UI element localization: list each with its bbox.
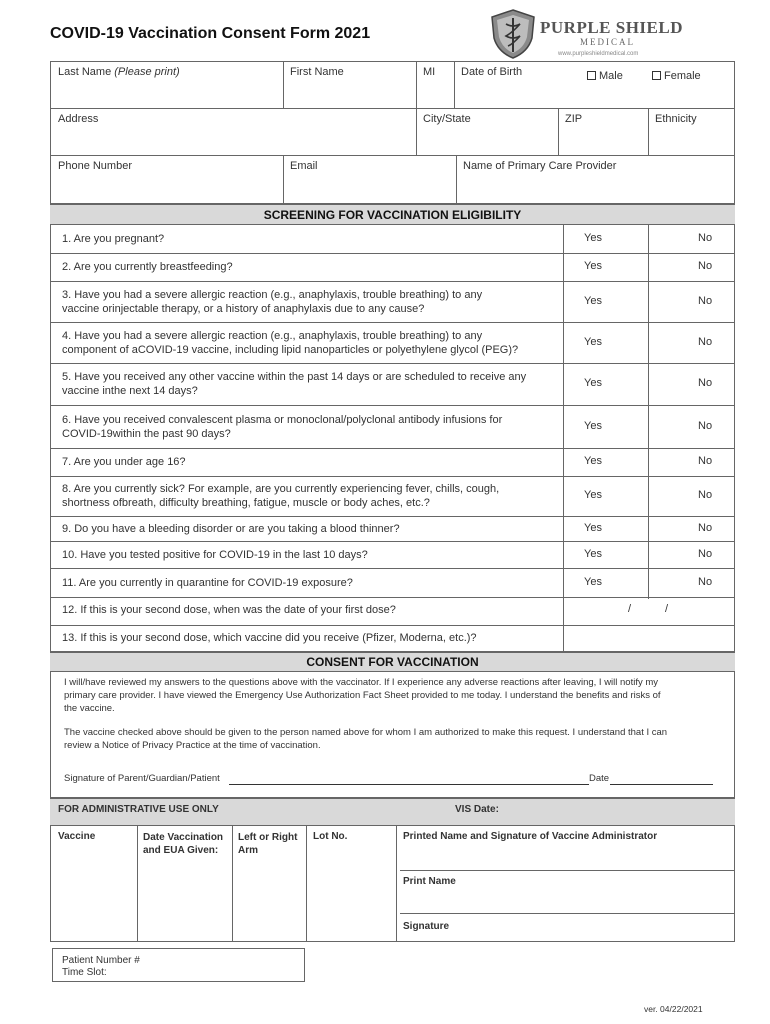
question-text	[62, 455, 186, 469]
divider	[563, 225, 564, 652]
arm-field[interactable]	[238, 831, 297, 857]
divider	[50, 541, 735, 542]
question-line: 7. Are you under age 16?	[62, 456, 186, 468]
date-vaccination-label: Date Vaccination	[143, 832, 224, 843]
patient-number-text	[62, 955, 140, 979]
yes-option[interactable]: Yes	[584, 548, 602, 560]
question-line: 1. Are you pregnant?	[62, 233, 165, 245]
male-label: Male	[599, 70, 623, 82]
consent-text-line: the vaccine.	[64, 703, 115, 714]
pcp-field[interactable]: Name of Primary Care Provider	[463, 160, 617, 172]
vaccine-field[interactable]: Vaccine	[58, 831, 96, 842]
city-state-field[interactable]: City/State	[423, 113, 471, 125]
ethnicity-field[interactable]: Ethnicity	[655, 113, 697, 125]
question-text	[62, 232, 164, 246]
signature-label: Signature of Parent/Guardian/Patient	[64, 773, 220, 784]
no-option[interactable]: No	[698, 455, 713, 467]
no-option[interactable]: No	[698, 377, 713, 389]
no-option[interactable]: No	[698, 260, 713, 272]
divider	[137, 826, 138, 942]
date-separator: /	[665, 603, 669, 615]
question-line: vaccine orinjectable therapy, or a history of anaphylaxis due to any cause?	[62, 303, 425, 315]
company-logo	[488, 8, 688, 60]
lot-number-field[interactable]: Lot No.	[313, 831, 348, 842]
no-option[interactable]: No	[698, 232, 713, 244]
divider	[283, 61, 284, 108]
consent-paragraph-1	[64, 676, 661, 715]
logo-name: PURPLE SHIELD	[540, 18, 683, 37]
phone-field[interactable]: Phone Number	[58, 160, 132, 172]
divider	[50, 363, 735, 364]
first-name-field[interactable]: First Name	[290, 66, 344, 78]
question-line: component of aCOVID-19 vaccine, including lipid nanoparticles or polyethylene glycol (PEG)?	[62, 344, 519, 356]
question-text	[62, 482, 499, 510]
q13-text: 13. If this is your second dose, which vaccine did you receive (Pfizer, Moderna, etc.)?	[62, 632, 477, 644]
divider	[456, 155, 457, 204]
date-vaccination-label: and EUA Given:	[143, 845, 219, 856]
vis-date-field[interactable]: VIS Date:	[455, 804, 499, 815]
male-checkbox[interactable]	[587, 70, 623, 82]
yes-option[interactable]: Yes	[584, 295, 602, 307]
no-option[interactable]: No	[698, 576, 713, 588]
question-line: 11. Are you currently in quarantine for COVID-19 exposure?	[62, 577, 353, 589]
administrator-heading: Printed Name and Signature of Vaccine Administrator	[403, 831, 658, 842]
question-text	[62, 522, 400, 536]
question-line: 3. Have you had a severe allergic reaction (e.g., anaphylaxis, trouble breathing) to any	[62, 289, 483, 301]
female-label: Female	[664, 70, 701, 82]
question-text	[62, 329, 518, 357]
yes-option[interactable]: Yes	[584, 455, 602, 467]
patient-info-box	[50, 61, 735, 204]
time-slot-label: Time Slot:	[62, 967, 107, 978]
yes-option[interactable]: Yes	[584, 377, 602, 389]
last-name-label: Last Name	[58, 66, 112, 78]
divider	[50, 281, 735, 282]
no-option[interactable]: No	[698, 548, 713, 560]
question-line: 2. Are you currently breastfeeding?	[62, 261, 233, 273]
date-line[interactable]	[610, 784, 713, 785]
yes-option[interactable]: Yes	[584, 522, 602, 534]
screening-heading: SCREENING FOR VACCINATION ELIGIBILITY	[50, 204, 735, 225]
consent-text-line: primary care provider. I have viewed the Emergency Use Authorization Fact Sheet provided to me today. I understand the benefits and risks of	[64, 690, 661, 701]
divider	[396, 826, 397, 942]
email-field[interactable]: Email	[290, 160, 318, 172]
arm-label: Arm	[238, 845, 259, 856]
consent-text-line: review a Notice of Privacy Practice at the time of vaccination.	[64, 740, 321, 751]
consent-text-line: I will/have reviewed my answers to the questions above with the vaccinator. If I experience any adverse reactions after leaving, I will notify my	[64, 677, 659, 688]
zip-field[interactable]: ZIP	[565, 113, 583, 125]
question-line: 9. Do you have a bleeding disorder or are you taking a blood thinner?	[62, 523, 400, 535]
consent-paragraph-2	[64, 726, 667, 752]
question-line: 5. Have you received any other vaccine within the past 14 days or are scheduled to receive any	[62, 371, 527, 383]
divider	[50, 597, 735, 598]
yes-option[interactable]: Yes	[584, 232, 602, 244]
form-title: COVID-19 Vaccination Consent Form 2021	[50, 25, 371, 42]
date-vaccination-field[interactable]	[143, 831, 223, 857]
divider	[50, 322, 735, 323]
no-option[interactable]: No	[698, 420, 713, 432]
divider	[454, 61, 455, 108]
no-option[interactable]: No	[698, 489, 713, 501]
question-text	[62, 413, 502, 441]
yes-option[interactable]: Yes	[584, 489, 602, 501]
divider	[50, 108, 735, 109]
question-line: COVID-19within the past 90 days?	[62, 428, 231, 440]
divider	[50, 253, 735, 254]
administrator-signature-field[interactable]: Signature	[403, 921, 450, 932]
divider	[50, 625, 735, 626]
question-text	[62, 370, 526, 398]
divider	[50, 516, 735, 517]
divider	[50, 448, 735, 449]
last-name-note: (Please print)	[114, 66, 180, 78]
female-checkbox[interactable]	[652, 70, 701, 82]
divider	[50, 568, 735, 569]
divider	[50, 155, 735, 156]
no-option[interactable]: No	[698, 522, 713, 534]
consent-text-line: The vaccine checked above should be given to the person named above for whom I am authorized to make this request. I understand that I can	[64, 727, 668, 738]
q12-text: 12. If this is your second dose, when was the date of your first dose?	[62, 604, 396, 616]
mi-field[interactable]: MI	[423, 66, 436, 78]
yes-option[interactable]: Yes	[584, 336, 602, 348]
logo-url: www.purpleshieldmedical.com	[558, 51, 639, 57]
date-separator: /	[628, 603, 632, 615]
question-text	[62, 260, 233, 274]
admin-heading: FOR ADMINISTRATIVE USE ONLY	[58, 804, 219, 815]
checkbox-icon	[587, 71, 596, 80]
print-name-field[interactable]: Print Name	[403, 876, 456, 887]
question-line: 4. Have you had a severe allergic reaction (e.g., anaphylaxis, trouble breathing) to any	[62, 330, 483, 342]
yes-option[interactable]: Yes	[584, 420, 602, 432]
question-text	[62, 288, 482, 316]
divider	[306, 826, 307, 942]
checkbox-icon	[652, 71, 661, 80]
divider	[416, 61, 417, 155]
question-text	[62, 548, 368, 562]
consent-heading: CONSENT FOR VACCINATION	[50, 652, 735, 672]
divider	[232, 826, 233, 942]
patient-number-label: Patient Number #	[62, 955, 140, 966]
signature-line[interactable]	[229, 784, 589, 785]
no-option[interactable]: No	[698, 336, 713, 348]
arm-label: Left or Right	[238, 832, 298, 843]
divider	[400, 913, 735, 914]
version-text: ver. 04/22/2021	[644, 1004, 703, 1014]
question-line: 6. Have you received convalescent plasma or monoclonal/polyclonal antibody infusions for	[62, 414, 503, 426]
dob-field[interactable]: Date of Birth	[461, 66, 523, 78]
logo-subtitle: MEDICAL	[580, 37, 635, 47]
yes-option[interactable]: Yes	[584, 576, 602, 588]
question-line: 10. Have you tested positive for COVID-19 in the last 10 days?	[62, 549, 368, 561]
question-text	[62, 576, 353, 590]
shield-logo-icon	[488, 8, 538, 60]
divider	[400, 870, 735, 871]
divider	[50, 476, 735, 477]
yes-option[interactable]: Yes	[584, 260, 602, 272]
divider	[283, 155, 284, 204]
no-option[interactable]: No	[698, 295, 713, 307]
date-label: Date	[589, 773, 610, 784]
question-line: vaccine inthe next 14 days?	[62, 385, 198, 397]
last-name-field[interactable]	[58, 66, 180, 78]
divider	[50, 405, 735, 406]
divider	[648, 108, 649, 155]
question-line: 8. Are you currently sick? For example, are you currently experiencing fever, chills, cough,	[62, 483, 500, 495]
question-line: shortness ofbreath, difficulty breathing, fatigue, muscle or body aches, etc.?	[62, 497, 430, 509]
address-field[interactable]: Address	[58, 113, 99, 125]
divider	[558, 108, 559, 155]
